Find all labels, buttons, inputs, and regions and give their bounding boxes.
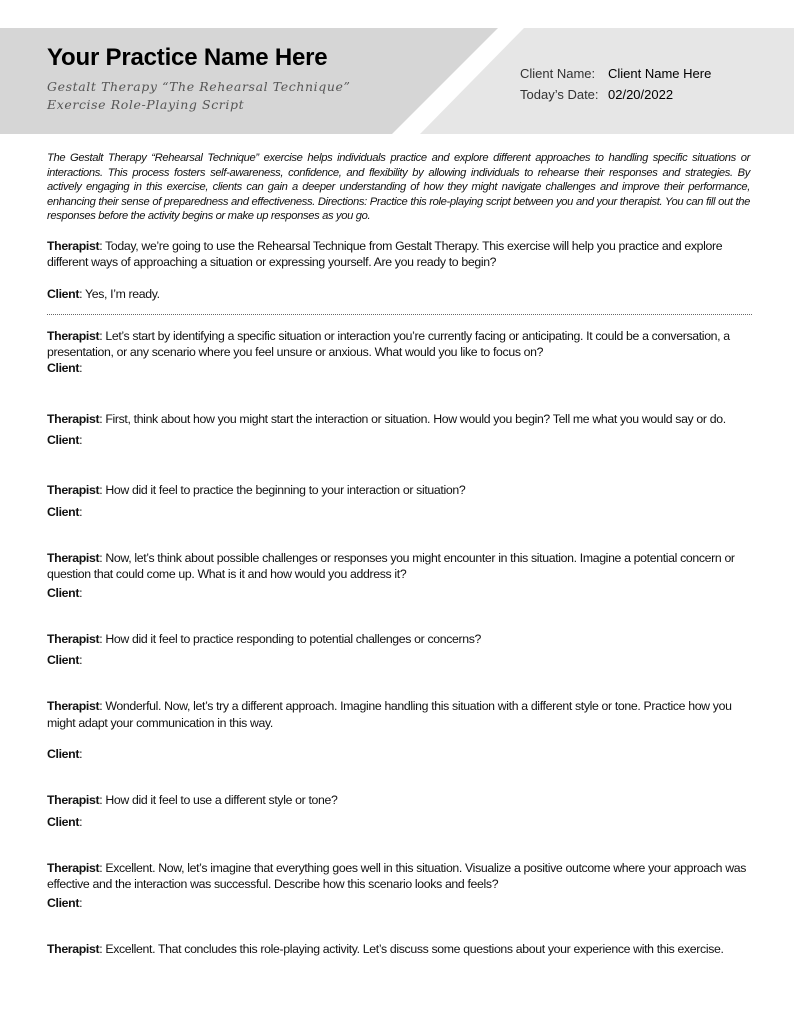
speaker-client: Client: [47, 585, 80, 600]
prompt-text: First, think about how you might start the interaction or situation. How would you begin? Tell me what you would say or do.: [105, 411, 726, 426]
client-response[interactable]: Client:: [47, 433, 83, 448]
client-name-row: [520, 66, 711, 87]
speaker-client: Client: [47, 653, 80, 668]
exchange-3: [47, 482, 752, 520]
speaker-therapist: Therapist: [47, 941, 100, 956]
closing-text: Excellent. That concludes this role-playing activity. Let’s discuss some questions about your experience with this exercise.: [105, 941, 724, 956]
speaker-client: Client: [47, 747, 80, 762]
date-field[interactable]: 02/20/2022: [608, 87, 674, 102]
therapist-prompt: Therapist: How did it feel to practice responding to potential challenges or concerns?: [47, 631, 482, 646]
speaker-therapist: Therapist: [47, 631, 100, 646]
exchange-8: [47, 860, 752, 911]
exchange-4: [47, 550, 752, 601]
client-name-field[interactable]: Client Name Here: [608, 66, 712, 81]
therapist-prompt: Therapist: Now, let’s think about possible challenges or responses you might encounter in this situation. Imagine a potential concern or question that could come up. What is it and how would you address it?: [47, 550, 735, 582]
opening-client-line: Client: Yes, I’m ready.: [47, 286, 160, 301]
speaker-therapist: Therapist: [47, 411, 100, 426]
subtitle-line-2: Exercise Role-Playing Script: [47, 97, 245, 112]
exchange-6: [47, 698, 752, 762]
speaker-client: Client: [47, 814, 80, 829]
speaker-therapist: Therapist: [47, 699, 100, 714]
prompt-text: Now, let’s think about possible challenges or responses you might encounter in this situation. Imagine a potential concern or question that could come up. What is it and how would you address it?: [47, 550, 735, 582]
worksheet-subtitle: [47, 78, 351, 114]
speaker-therapist: Therapist: [47, 860, 100, 875]
practice-name: Your Practice Name Here: [47, 44, 328, 71]
client-response[interactable]: Client:: [47, 585, 83, 600]
prompt-text: How did it feel to practice responding to potential challenges or concerns?: [105, 631, 482, 646]
prompt-text: How did it feel to practice the beginning to your interaction or situation?: [105, 483, 466, 498]
exchange-5: [47, 631, 752, 669]
client-response[interactable]: Client:: [47, 504, 83, 519]
therapist-prompt: Therapist: Wonderful. Now, let’s try a different approach. Imagine handling this situation with a different style or tone. Practice how you might adapt your communication in this way.: [47, 699, 732, 730]
client-response[interactable]: Client:: [47, 361, 83, 376]
exchange-7: [47, 792, 752, 830]
therapist-prompt: Therapist: Let’s start by identifying a specific situation or interaction you’re currently facing or anticipating. It could be a conversation, a presentation, or any scenario where you feel unsure or anxious. What would you like to focus on?: [47, 328, 730, 360]
subtitle-line-1: Gestalt Therapy “The Rehearsal Technique”: [47, 79, 351, 94]
prompt-text: Let’s start by identifying a specific situation or interaction you’re currently facing or anticipating. It could be a conversation, a presentation, or any scenario where you feel unsure or anxious. What would you like to focus on?: [47, 328, 730, 360]
therapist-text: Today, we’re going to use the Rehearsal Technique from Gestalt Therapy. This exercise will help you practice and explore different ways of approaching a situation or expressing yourself. Are you ready to begin?: [47, 239, 723, 270]
speaker-therapist: Therapist: [47, 550, 100, 565]
header-band: [0, 0, 794, 134]
prompt-text: Wonderful. Now, let’s try a different approach. Imagine handling this situation with a different style or tone. Practice how you might adapt your communication in this way.: [47, 699, 732, 730]
date-row: [520, 87, 711, 108]
therapist-prompt: Therapist: Excellent. Now, let’s imagine that everything goes well in this situation. Visualize a positive outcome where your approach was effective and the interaction was successful. Describe how this scenario looks and feels?: [47, 860, 747, 892]
closing-therapist-line: Therapist: Excellent. That concludes this role-playing activity. Let’s discuss some questions about your experience with this exercise.: [47, 941, 724, 956]
opening-therapist-line: Therapist: Today, we’re going to use the Rehearsal Technique from Gestalt Therapy. This exercise will help you practice and explore different ways of approaching a situation or expressing yourself. Are you ready to begin?: [47, 239, 723, 270]
therapist-prompt: Therapist: How did it feel to use a different style or tone?: [47, 793, 338, 808]
speaker-therapist: Therapist: [47, 483, 100, 498]
speaker-client: Client: [47, 895, 80, 910]
speaker-therapist: Therapist: [47, 793, 100, 808]
speaker-client: Client: [47, 433, 80, 448]
speaker-therapist: Therapist: [47, 328, 100, 343]
exchange-2: [47, 411, 752, 449]
speaker-client: Client: [47, 504, 80, 519]
client-text: Yes, I’m ready.: [84, 286, 160, 301]
role-play-script: [47, 238, 752, 957]
client-response[interactable]: Client:: [47, 814, 83, 829]
speaker-client: Client: [47, 286, 80, 301]
client-name-label: Client Name:: [520, 66, 596, 81]
exchange-1: [47, 328, 752, 377]
intro-paragraph: The Gestalt Therapy “Rehearsal Technique” exercise helps individuals practice and explore different approaches to handling specific situations or interactions. This process fosters self-awareness, confidence, and flexibility by allowing individuals to rehearse their responses and strategies. By actively engaging in this exercise, clients can gain a deeper understanding of how they might navigate challenges and improve their performance, enhancing their sense of preparedness and effectiveness. Directions: Practice this role-playing script between you and your therapist. You can fill out the responses before the activity begins or make up responses as you go.: [47, 152, 750, 223]
prompt-text: Excellent. Now, let’s imagine that everything goes well in this situation. Visualize a positive outcome where your approach was effective and the interaction was successful. Describe how this scenario looks and feels?: [47, 860, 747, 892]
client-response[interactable]: Client:: [47, 747, 83, 762]
client-response[interactable]: Client:: [47, 653, 83, 668]
client-response[interactable]: Client:: [47, 895, 83, 910]
client-info: [520, 66, 711, 108]
prompt-text: How did it feel to use a different style or tone?: [105, 793, 338, 808]
date-label: Today’s Date:: [520, 87, 599, 102]
speaker-client: Client: [47, 361, 80, 376]
therapist-prompt: Therapist: First, think about how you might start the interaction or situation. How would you begin? Tell me what you would say or do.: [47, 411, 726, 426]
speaker-therapist: Therapist: [47, 239, 100, 253]
therapist-prompt: Therapist: How did it feel to practice the beginning to your interaction or situation?: [47, 483, 466, 498]
